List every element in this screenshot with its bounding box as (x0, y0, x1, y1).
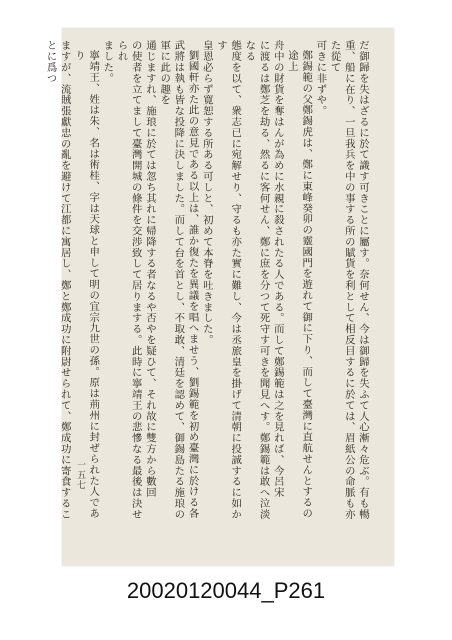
vertical-text-block (44, 40, 370, 526)
text-line: 重、船に在り、一旦我兵を中の事する所の賦貨を利として相反目するに於ては、眉紙公の命脈も亦た從て (328, 40, 355, 520)
text-line: ました。 (101, 40, 114, 84)
text-line: の使者を立てまして臺灣開城の條件を交渉致して居りまする。此時に寧靖王の悲慘なる最後は決せられ (115, 40, 142, 520)
image-caption: 20020120044_P261 (126, 578, 326, 603)
text-line: 皇恩必らず寛恕する所ある可しと、初めて本脊を吐きました。 (200, 40, 213, 346)
text-line: 舟中の財貨を奪はんが為めに水親に殺されたる人である。而して鄭錫範は之を見れば、今呂宋 (271, 40, 284, 498)
text-line: 劉國軒亦た此の意見である以上は、誰か復たを異議を唱へませう、劉錫範を初め臺灣に於ける各 (186, 50, 199, 519)
text-line: ますが、流賊張獻忠の亂を避けて江都に寓居し、鄭と鄭成功に附尉せられて、鄭成功に寄食することに爲つ (44, 40, 71, 520)
text-line: 鄭錫範の父鄭錫虎は、鄭に東峰癸卯の靈國門を遊れて御に下り、而して臺灣に直航せんとするの途上 (285, 50, 313, 519)
text-line: 態度を以て、衆志已に宛解せり、守るも亦た實に難し、今は丞旅皇を掛げて清朝に投誠するに如かす (214, 40, 242, 520)
text-line: 可きに非ずや。 (314, 40, 327, 117)
page-number: 一五七 (75, 460, 85, 490)
text-line: だ御歸を失はざるに於て識す可きことに屬す。奈何せん、今は御歸を失ふて人心漸々危ぶ。有も暢 (357, 40, 369, 520)
text-line: 寧靖王、姓は朱、名は術桂、字は天球と申して明の宜宗九世の孫。原は荊州に封ぜられた人であり (72, 50, 100, 519)
text-line: 武將は執も皆な投降に決しました。而して台を首とし、不取敢、清廷を認めて、御錫島たる施琅の軍に此の趣を (158, 40, 185, 520)
text-line: 通じますれ、施琅に於ては忽ち其れに帰降する者なるや否やを疑ひて、それ故に雙方から數回 (143, 40, 156, 498)
book-page (44, 28, 394, 566)
text-line: に渡るは鄭芝を劫る、然るに客何せん、鄭に庶を分つて死守す可きを聞見へす。鄭錫範は敢へ泣淡なる (243, 40, 270, 520)
